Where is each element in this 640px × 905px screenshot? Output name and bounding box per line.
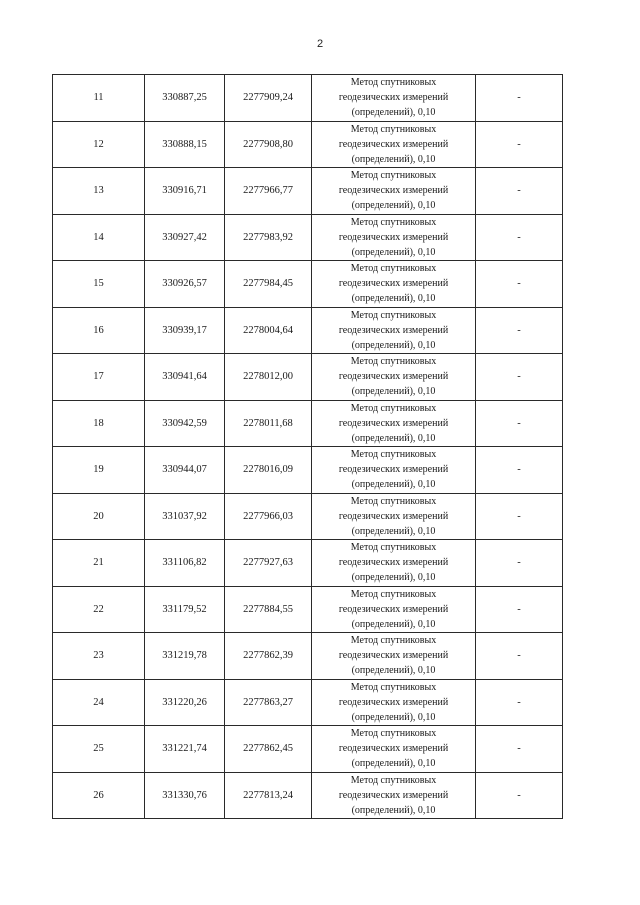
point-number-cell: 26 — [53, 772, 145, 819]
method-line: геодезических измерений — [338, 138, 449, 150]
point-number-cell: 17 — [53, 354, 145, 401]
method-cell — [312, 679, 476, 726]
method-line: Метод спутниковых — [350, 356, 437, 368]
note-cell: - — [476, 121, 563, 168]
method-line: геодезических измерений — [338, 603, 449, 615]
y-coordinate-cell: 2277966,77 — [225, 168, 312, 215]
x-coordinate-cell: 330944,07 — [145, 447, 225, 494]
method-line: геодезических измерений — [338, 464, 449, 476]
x-coordinate-cell: 330941,64 — [145, 354, 225, 401]
method-cell — [312, 400, 476, 447]
table-row — [53, 493, 563, 540]
method-line: (определений), 0,10 — [351, 479, 436, 491]
method-line: геодезических измерений — [338, 231, 449, 243]
y-coordinate-cell: 2277984,45 — [225, 261, 312, 308]
method-cell — [312, 540, 476, 587]
note-cell: - — [476, 540, 563, 587]
note-cell: - — [476, 75, 563, 122]
method-line: (определений), 0,10 — [351, 665, 436, 677]
table-row — [53, 400, 563, 447]
method-line: (определений), 0,10 — [351, 246, 436, 258]
point-number-cell: 13 — [53, 168, 145, 215]
table-row — [53, 679, 563, 726]
x-coordinate-cell: 331330,76 — [145, 772, 225, 819]
point-number-cell: 22 — [53, 586, 145, 633]
y-coordinate-cell: 2277813,24 — [225, 772, 312, 819]
point-number-cell: 21 — [53, 540, 145, 587]
method-line: (определений), 0,10 — [351, 153, 436, 165]
x-coordinate-cell: 331106,82 — [145, 540, 225, 587]
method-cell — [312, 214, 476, 261]
method-line: (определений), 0,10 — [351, 572, 436, 584]
note-cell: - — [476, 633, 563, 680]
table-row — [53, 772, 563, 819]
x-coordinate-cell: 330887,25 — [145, 75, 225, 122]
table-row — [53, 75, 563, 122]
table-row — [53, 540, 563, 587]
y-coordinate-cell: 2277966,03 — [225, 493, 312, 540]
table-row — [53, 307, 563, 354]
method-line: (определений), 0,10 — [351, 432, 436, 444]
point-number-cell: 24 — [53, 679, 145, 726]
y-coordinate-cell: 2278004,64 — [225, 307, 312, 354]
method-line: Метод спутниковых — [350, 495, 437, 507]
note-cell: - — [476, 354, 563, 401]
method-cell — [312, 307, 476, 354]
method-line: Метод спутниковых — [350, 263, 437, 275]
method-line: Метод спутниковых — [350, 216, 437, 228]
method-line: Метод спутниковых — [350, 123, 437, 135]
note-cell: - — [476, 679, 563, 726]
x-coordinate-cell: 330939,17 — [145, 307, 225, 354]
x-coordinate-cell: 331179,52 — [145, 586, 225, 633]
point-number-cell: 16 — [53, 307, 145, 354]
method-line: (определений), 0,10 — [351, 339, 436, 351]
table-row — [53, 261, 563, 308]
coordinates-table — [52, 74, 563, 819]
method-line: Метод спутниковых — [350, 309, 437, 321]
method-cell — [312, 493, 476, 540]
x-coordinate-cell: 331219,78 — [145, 633, 225, 680]
y-coordinate-cell: 2277862,45 — [225, 726, 312, 773]
table-row — [53, 121, 563, 168]
point-number-cell: 18 — [53, 400, 145, 447]
page-number: 2 — [316, 38, 324, 50]
x-coordinate-cell: 331220,26 — [145, 679, 225, 726]
method-line: (определений), 0,10 — [351, 525, 436, 537]
x-coordinate-cell: 330888,15 — [145, 121, 225, 168]
method-line: Метод спутниковых — [350, 170, 437, 182]
point-number-cell: 25 — [53, 726, 145, 773]
x-coordinate-cell: 331037,92 — [145, 493, 225, 540]
x-coordinate-cell: 331221,74 — [145, 726, 225, 773]
method-cell — [312, 75, 476, 122]
method-cell — [312, 261, 476, 308]
note-cell: - — [476, 307, 563, 354]
method-cell — [312, 447, 476, 494]
note-cell: - — [476, 726, 563, 773]
table-row — [53, 354, 563, 401]
method-cell — [312, 633, 476, 680]
table-row — [53, 586, 563, 633]
method-line: геодезических измерений — [338, 324, 449, 336]
method-line: (определений), 0,10 — [351, 711, 436, 723]
note-cell: - — [476, 214, 563, 261]
method-cell — [312, 586, 476, 633]
method-line: Метод спутниковых — [350, 774, 437, 786]
method-line: Метод спутниковых — [350, 728, 437, 740]
y-coordinate-cell: 2277927,63 — [225, 540, 312, 587]
note-cell: - — [476, 400, 563, 447]
method-line: (определений), 0,10 — [351, 758, 436, 770]
note-cell: - — [476, 447, 563, 494]
method-line: (определений), 0,10 — [351, 200, 436, 212]
y-coordinate-cell: 2278012,00 — [225, 354, 312, 401]
method-line: Метод спутниковых — [350, 542, 437, 554]
note-cell: - — [476, 261, 563, 308]
method-cell — [312, 354, 476, 401]
method-line: геодезических измерений — [338, 557, 449, 569]
y-coordinate-cell: 2277863,27 — [225, 679, 312, 726]
method-line: (определений), 0,10 — [351, 804, 436, 816]
method-line: Метод спутниковых — [350, 681, 437, 693]
note-cell: - — [476, 168, 563, 215]
point-number-cell: 23 — [53, 633, 145, 680]
point-number-cell: 14 — [53, 214, 145, 261]
y-coordinate-cell: 2278011,68 — [225, 400, 312, 447]
method-line: (определений), 0,10 — [351, 293, 436, 305]
point-number-cell: 19 — [53, 447, 145, 494]
point-number-cell: 11 — [53, 75, 145, 122]
x-coordinate-cell: 330916,71 — [145, 168, 225, 215]
x-coordinate-cell: 330927,42 — [145, 214, 225, 261]
method-line: геодезических измерений — [338, 650, 449, 662]
method-line: Метод спутниковых — [350, 635, 437, 647]
y-coordinate-cell: 2277983,92 — [225, 214, 312, 261]
method-line: геодезических измерений — [338, 510, 449, 522]
method-line: Метод спутниковых — [350, 77, 437, 89]
table-row — [53, 726, 563, 773]
y-coordinate-cell: 2277862,39 — [225, 633, 312, 680]
y-coordinate-cell: 2278016,09 — [225, 447, 312, 494]
method-cell — [312, 168, 476, 215]
y-coordinate-cell: 2277909,24 — [225, 75, 312, 122]
method-line: геодезических измерений — [338, 278, 449, 290]
y-coordinate-cell: 2277908,80 — [225, 121, 312, 168]
note-cell: - — [476, 586, 563, 633]
method-cell — [312, 121, 476, 168]
method-line: Метод спутниковых — [350, 588, 437, 600]
method-cell — [312, 772, 476, 819]
table-row — [53, 168, 563, 215]
y-coordinate-cell: 2277884,55 — [225, 586, 312, 633]
point-number-cell: 15 — [53, 261, 145, 308]
method-line: Метод спутниковых — [350, 402, 437, 414]
method-line: геодезических измерений — [338, 92, 449, 104]
method-line: Метод спутниковых — [350, 449, 437, 461]
method-line: геодезических измерений — [338, 789, 449, 801]
method-line: (определений), 0,10 — [351, 618, 436, 630]
x-coordinate-cell: 330926,57 — [145, 261, 225, 308]
x-coordinate-cell: 330942,59 — [145, 400, 225, 447]
table-row — [53, 447, 563, 494]
method-line: геодезических измерений — [338, 185, 449, 197]
method-line: (определений), 0,10 — [351, 107, 436, 119]
method-line: геодезических измерений — [338, 371, 449, 383]
method-cell — [312, 726, 476, 773]
method-line: геодезических измерений — [338, 743, 449, 755]
point-number-cell: 20 — [53, 493, 145, 540]
point-number-cell: 12 — [53, 121, 145, 168]
table-row — [53, 214, 563, 261]
method-line: геодезических измерений — [338, 417, 449, 429]
method-line: (определений), 0,10 — [351, 386, 436, 398]
note-cell: - — [476, 493, 563, 540]
table-row — [53, 633, 563, 680]
method-line: геодезических измерений — [338, 696, 449, 708]
note-cell: - — [476, 772, 563, 819]
